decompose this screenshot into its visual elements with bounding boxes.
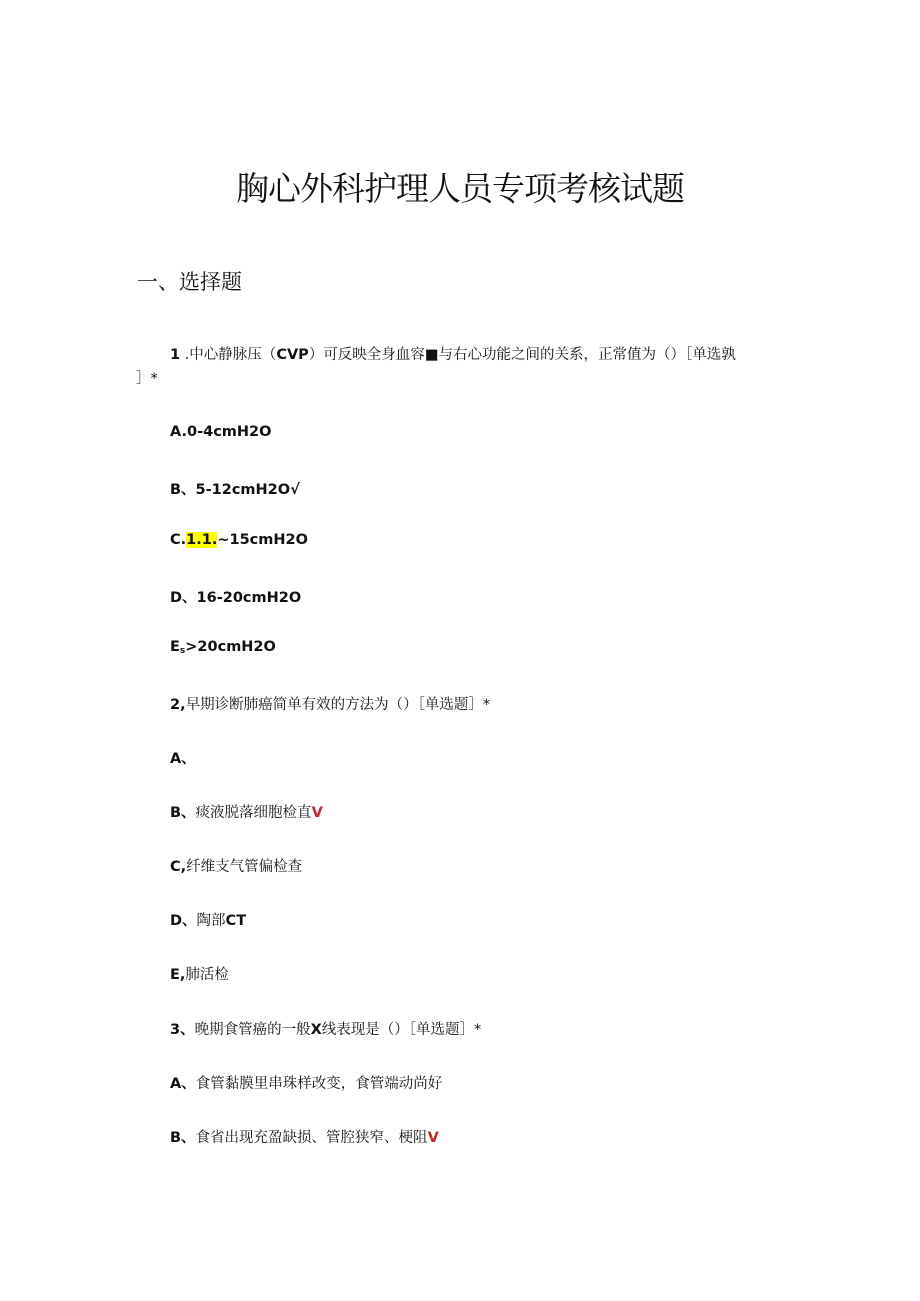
question-2-number: 2,: [170, 697, 186, 713]
q2-option-b-text: 痰液脱落细胞检直: [195, 805, 312, 821]
q2-option-d-bold: CT: [225, 913, 247, 929]
q1-option-c: [170, 532, 308, 548]
q1-option-d: D、16-20cmH2O: [170, 590, 302, 606]
question-1: [136, 343, 782, 391]
q3-option-a: [170, 1072, 442, 1093]
q2-option-a: A、: [170, 751, 196, 767]
q3-option-b-label: B、: [170, 1130, 196, 1146]
q3-option-a-label: A、: [170, 1076, 196, 1092]
q2-option-e-text: 肺活检: [185, 967, 229, 983]
q2-option-c-text: 纤维支气管偏检查: [186, 859, 303, 875]
q1-option-e-prefix: E: [170, 639, 180, 655]
question-3-text-part2: 线表现是（）［单选题］*: [321, 1022, 482, 1038]
question-2-text: 早期诊断肺癌简单有效的方法为（）［单选题］*: [185, 697, 491, 713]
q3-option-b-text: 食省出现充盈缺损、管腔狭窄、梗阻: [195, 1130, 428, 1146]
q2-option-c: [170, 855, 302, 876]
q2-option-d-text: 陶部: [196, 913, 226, 929]
q1-option-e: [170, 639, 276, 656]
question-1-text-part2: ）可反映全身血容■与右心功能之间的关系，正常值为（）［单选孰: [308, 347, 736, 363]
q1-option-e-suffix: >20cmH2O: [185, 639, 276, 655]
q1-option-c-highlight: 1.1.: [186, 532, 218, 548]
q2-option-e-label: E,: [170, 967, 186, 983]
q1-option-c-prefix: C.: [170, 532, 187, 548]
question-3-number: 3、: [170, 1022, 195, 1038]
question-2: [170, 693, 490, 714]
answer-check-mark: V: [311, 805, 323, 821]
question-1-text-wrap: ］*: [136, 371, 158, 387]
q1-option-b: B、5-12cmH2O√: [170, 482, 300, 498]
section-heading: 一、选择题: [137, 270, 242, 294]
question-3-text-part1: 晚期食管癌的一般: [194, 1022, 311, 1038]
answer-check-mark: V: [427, 1130, 439, 1146]
q3-option-a-text: 食管黏膜里串珠样改变，食管端动尚好: [195, 1076, 443, 1092]
question-1-text-part1: .中心静脉压（: [180, 347, 277, 363]
question-3-text-bold: X: [310, 1022, 322, 1038]
q2-option-c-label: C,: [170, 859, 187, 875]
question-1-text-bold: CVP: [276, 347, 309, 363]
q2-option-d: [170, 909, 246, 930]
q2-option-d-label: D、: [170, 913, 197, 929]
q1-option-e-sub: s: [179, 646, 186, 656]
page-title: 胸心外科护理人员专项考核试题: [236, 169, 684, 208]
q3-option-b: [170, 1126, 439, 1147]
q2-option-e: [170, 963, 229, 984]
q2-option-b: [170, 801, 323, 822]
question-3: [170, 1018, 481, 1039]
q1-option-c-suffix: ~15cmH2O: [217, 532, 308, 548]
q2-option-b-label: B、: [170, 805, 196, 821]
question-1-number: 1: [170, 347, 181, 363]
q1-option-a: A.0-4cmH2O: [170, 424, 272, 440]
